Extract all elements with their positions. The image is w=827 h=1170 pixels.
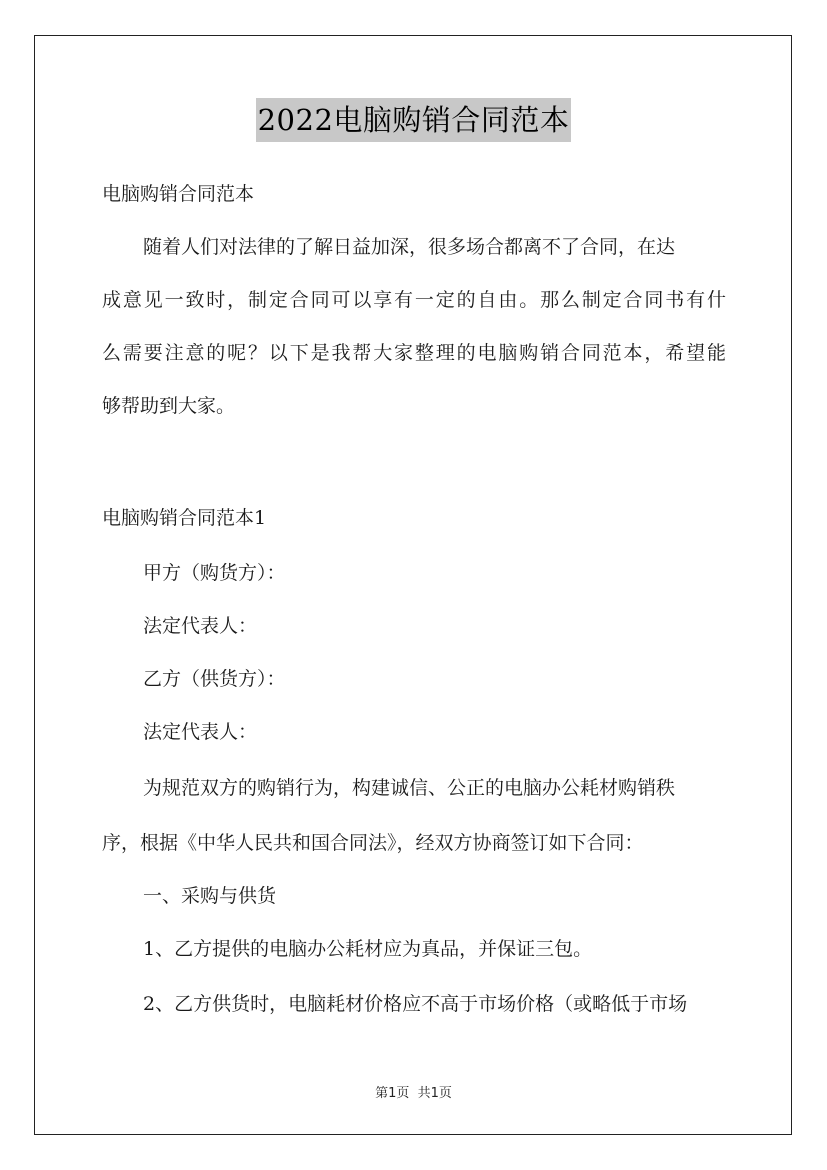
page-total: 共1页 [417,1086,452,1101]
section-heading: 电脑购销合同范本1 [102,507,267,529]
intro-line-3: 么需要注意的呢？以下是我帮大家整理的电脑购销合同范本，希望能 [102,342,726,364]
page-number: 第1页 [375,1086,410,1101]
intro-line-1: 随着人们对法律的了解日益加深，很多场合都离不了合同，在达 [143,236,676,258]
party-a-label: 甲方（购货方）： [143,562,286,584]
intro-line-2: 成意见一致时，制定合同可以享有一定的自由。那么制定合同书有什 [102,289,726,311]
party-a-representative: 法定代表人： [143,615,258,637]
purpose-line-1: 为规范双方的购销行为，构建诚信、公正的电脑办公耗材购销秩 [143,777,676,799]
clause-2: 2、乙方供货时，电脑耗材价格应不高于市场价格（或略低于市场 [143,993,688,1015]
intro-line-4: 够帮助到大家。 [102,395,236,417]
title-container [0,98,827,142]
document-title: 2022电脑购销合同范本 [256,98,572,142]
page-footer [0,1082,827,1101]
party-b-representative: 法定代表人： [143,721,258,743]
clause-1: 1、乙方提供的电脑办公耗材应为真品，并保证三包。 [143,938,593,960]
clause-heading: 一、采购与供货 [143,885,277,907]
document-subtitle: 电脑购销合同范本 [102,183,255,205]
party-b-label: 乙方（供货方）： [143,668,286,690]
purpose-line-2: 序，根据《中华人民共和国合同法》，经双方协商签订如下合同： [102,832,644,854]
